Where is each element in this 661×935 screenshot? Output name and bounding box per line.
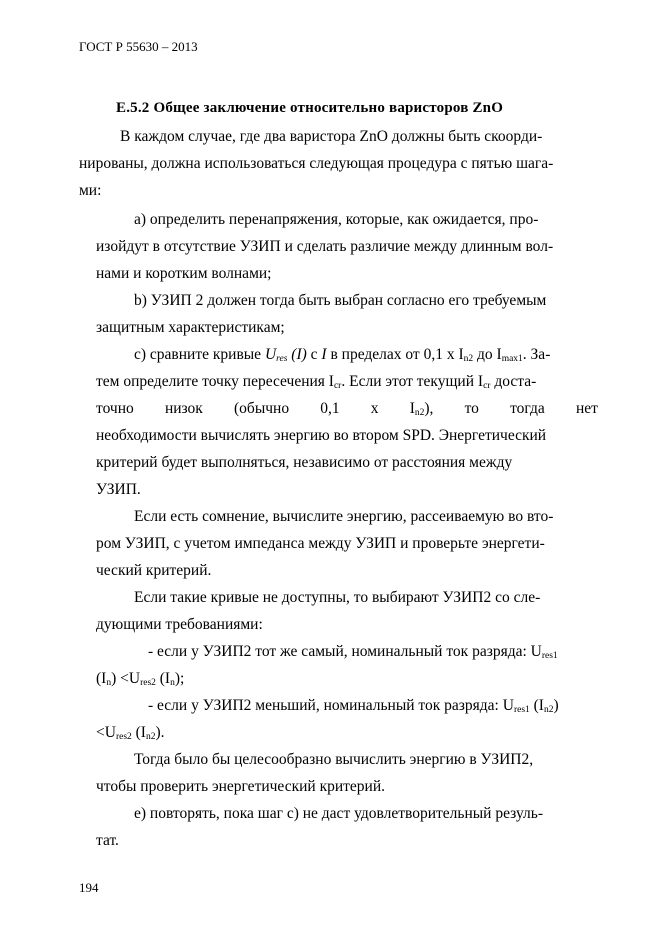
dash-item-line: $(I_n) <U_{res2}$ $(I_n)$;	[96, 670, 185, 688]
paragraph-line: В каждом случае, где два варистора ZnO должны быть скоорди-	[120, 128, 543, 145]
list-item-c-line: тем определите точку пересечения $I_{cr}$. Если этот текущий $I_{cr}$ доста-	[96, 373, 537, 391]
list-item-a-line: нами и коротким волнами;	[96, 265, 272, 282]
list-item-c-line: с) сравните кривые $U_{res}$ (I) с I в пределах от 0,1 x $I_{n2}$ до $I_{max1}$. За-	[134, 346, 551, 364]
paragraph-line: Тогда было бы целесообразно вычислить энергию в УЗИП2,	[134, 751, 534, 768]
list-item-b-line: b) УЗИП 2 должен тогда быть выбран согласно его требуемым	[134, 292, 547, 309]
list-item-a-line: а) определить перенапряжения, которые, как ожидается, про-	[134, 211, 539, 228]
section-heading: Е.5.2 Общее заключение относительно варисторов ZnO	[116, 100, 504, 116]
paragraph-line: дующими требованиями:	[96, 616, 263, 633]
paragraph-line: Если такие кривые не доступны, то выбирают УЗИП2 со сле-	[134, 589, 541, 606]
dash-item-line: $<U_{res2}$ $(I_{n2})$.	[96, 724, 165, 742]
dash-item-line: - если у УЗИП2 тот же самый, номинальный ток разряда: $U_{res1}$	[148, 643, 558, 661]
paragraph-line: ром УЗИП, с учетом импеданса между УЗИП и проверьте энергети-	[96, 535, 545, 552]
list-item-e-line: е) повторять, пока шаг с) не даст удовлетворительный резуль-	[134, 805, 543, 822]
paragraph-line: чтобы проверить энергетический критерий.	[96, 778, 386, 795]
page-number: 194	[79, 880, 99, 895]
list-item-c-line: УЗИП.	[96, 481, 141, 498]
paragraph-line: ми:	[79, 182, 102, 199]
list-item-b-line: защитным характеристикам;	[96, 319, 285, 336]
list-item-c-line: критерий будет выполняться, независимо от расстояния между	[96, 454, 513, 471]
list-item-c-line: точно низок (обычно 0,1 x $I_{n2}$), то тогда нет	[96, 400, 598, 418]
list-item-a-line: изойдут в отсутствие УЗИП и сделать различие между длинным вол-	[96, 238, 554, 255]
list-item-c-line: необходимости вычислять энергию во втором SPD. Энергетический	[96, 427, 547, 444]
list-item-e-line: тат.	[96, 832, 119, 849]
document-header: ГОСТ Р 55630 – 2013	[79, 39, 198, 54]
paragraph-line: Если есть сомнение, вычислите энергию, рассеиваемую во вто-	[134, 508, 554, 525]
dash-item-line: - если у УЗИП2 меньший, номинальный ток разряда: $U_{res1}$ $(I_{n2})$	[148, 697, 559, 715]
paragraph-line: ческий критерий.	[96, 562, 212, 579]
paragraph-line: нированы, должна использоваться следующая процедура с пятью шага-	[79, 155, 554, 172]
